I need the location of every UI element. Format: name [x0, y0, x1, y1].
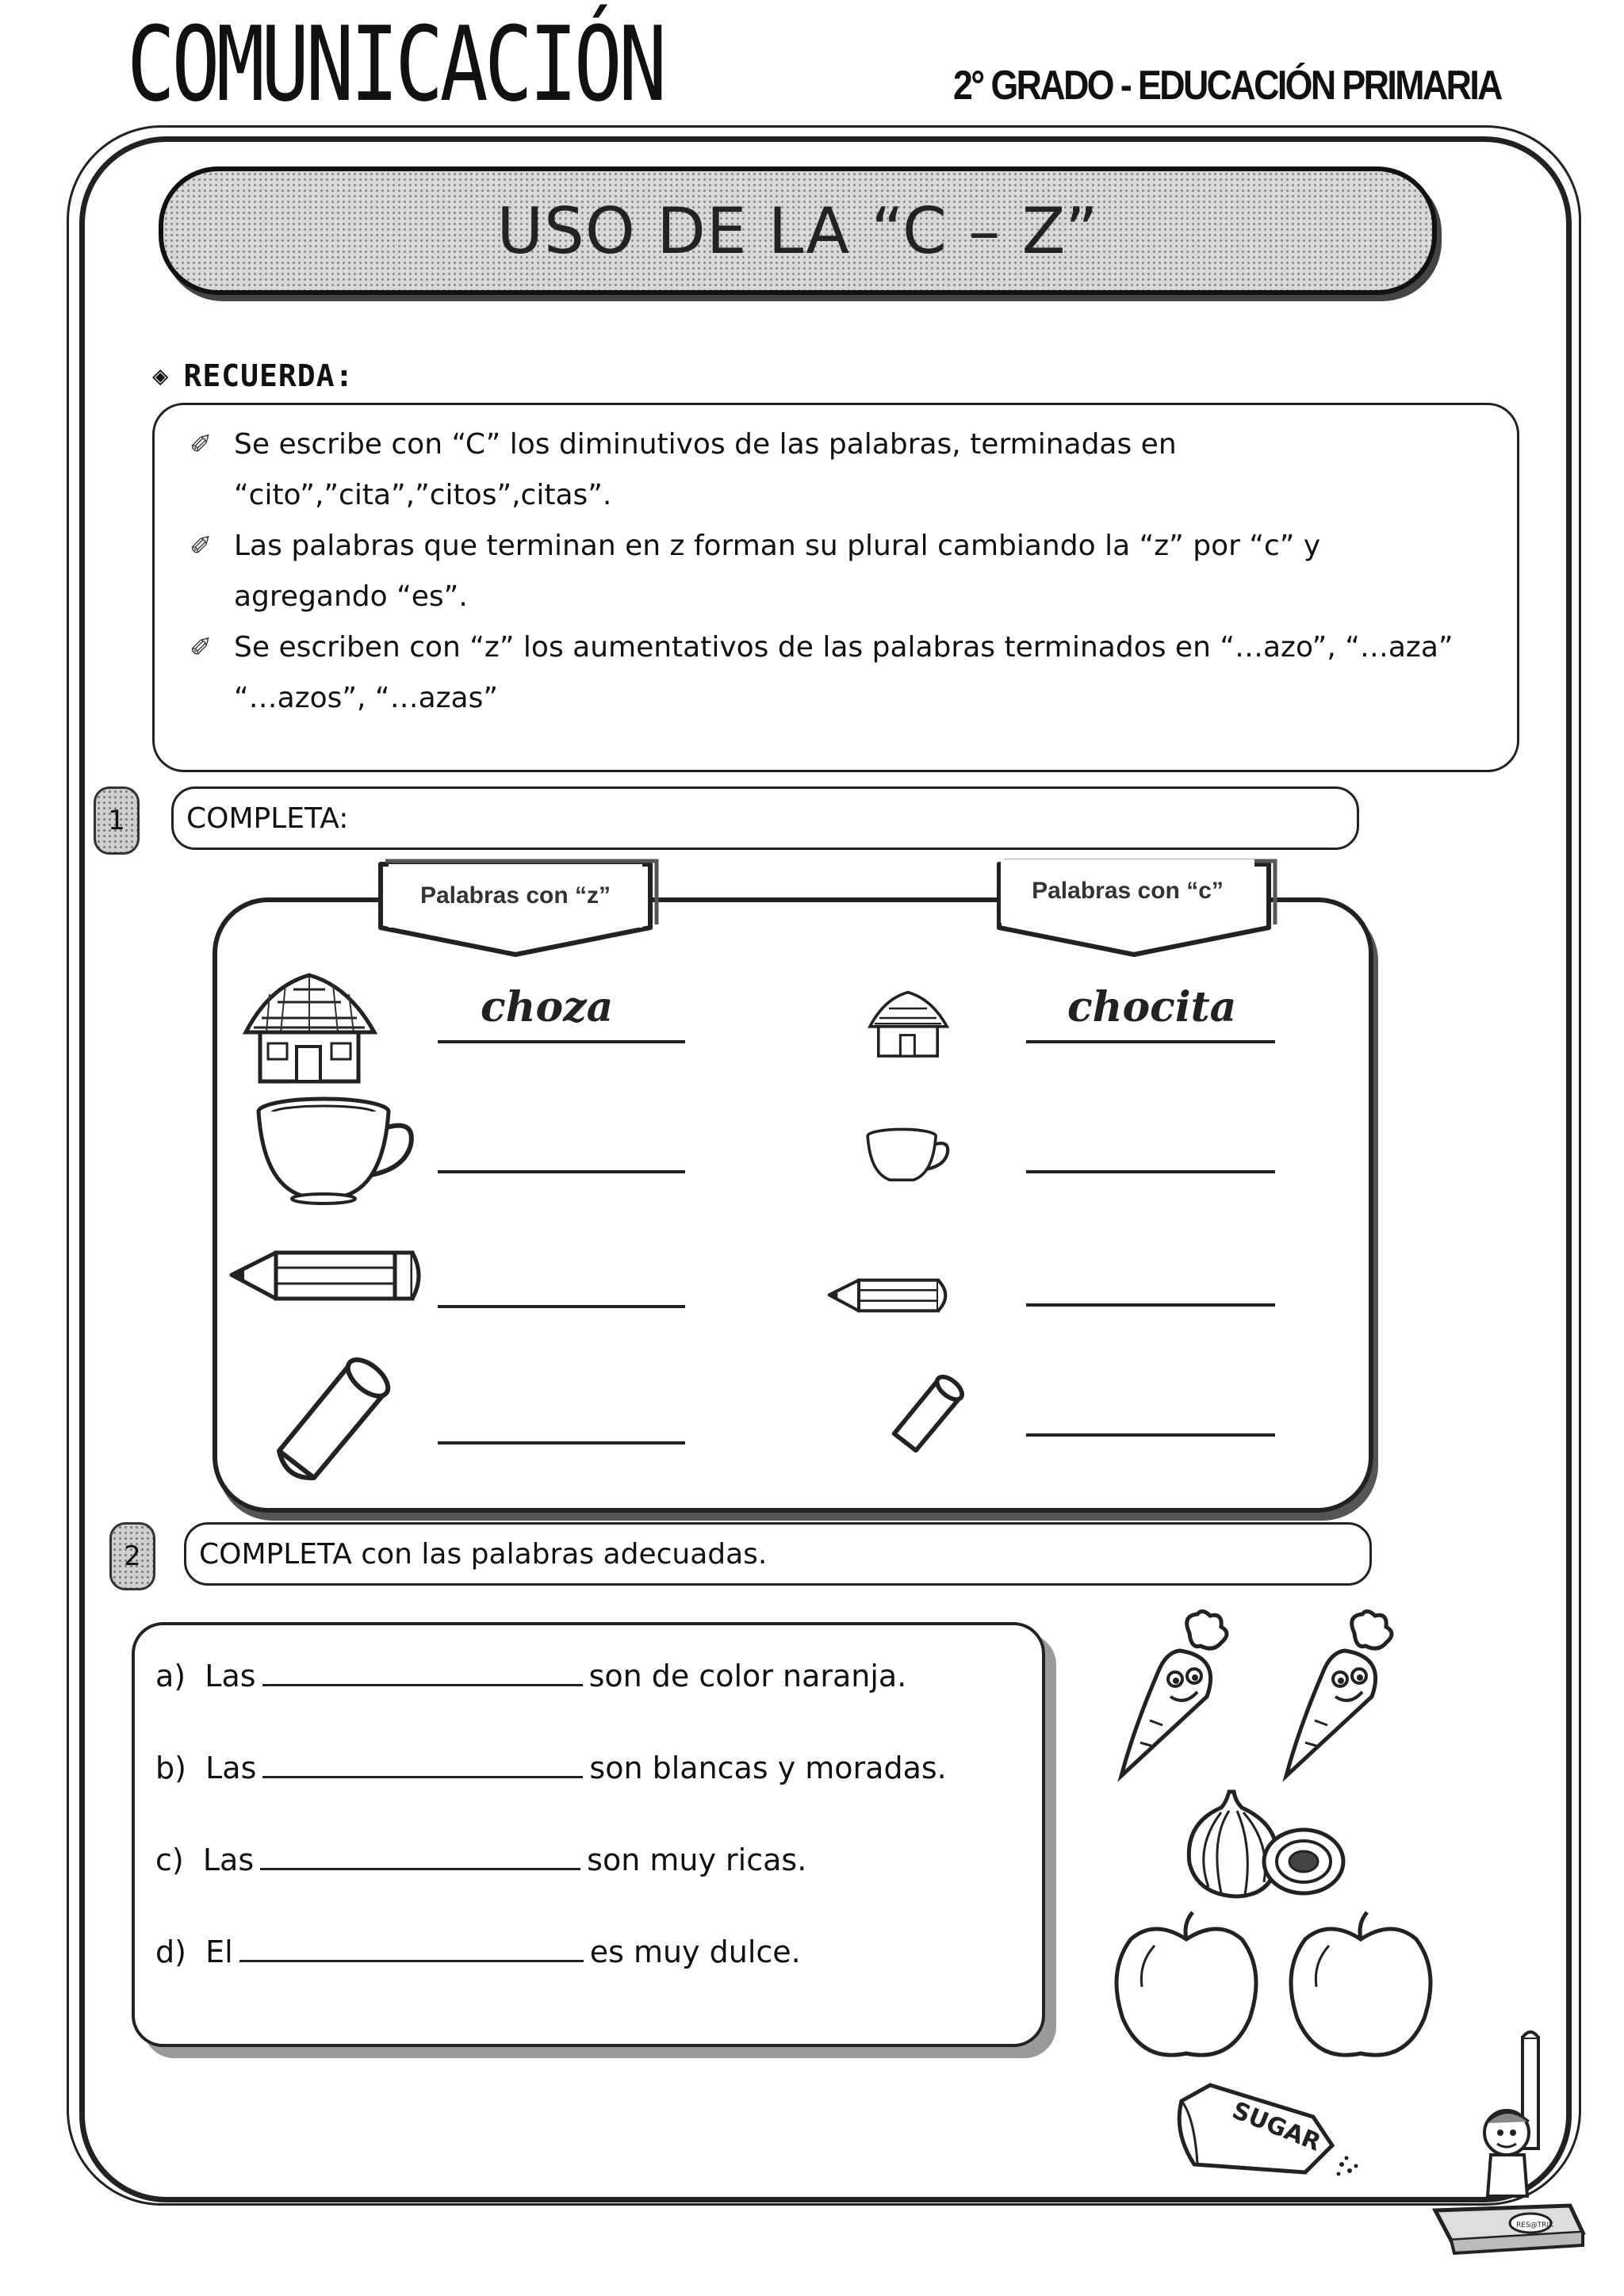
small-hut-icon [864, 989, 952, 1061]
subject-title: COMUNICACIÓN [127, 4, 664, 124]
answer-line[interactable] [438, 1170, 685, 1173]
mascot-badge: RES@TRIX [1516, 2221, 1554, 2229]
tag-palabras-z: Palabras con “z” [389, 864, 642, 928]
blank-input[interactable] [262, 1752, 583, 1778]
answer-line[interactable] [438, 1305, 685, 1308]
rule-item: ✐ Las palabras que terminan en z forman su plural cambiando la “z” por “c” y [190, 521, 1454, 572]
exercise-2-instruction: COMPLETA con las palabras adecuadas. [184, 1522, 1372, 1586]
rule-item-continued: agregando “es”. [234, 580, 468, 613]
sentence-d: d) El es muy dulce. [155, 1934, 801, 1969]
word-chocita: chocita [1067, 983, 1237, 1031]
sentences-box [132, 1622, 1045, 2047]
answer-line[interactable] [1026, 1170, 1275, 1173]
exercise-number-1: 1 [94, 786, 140, 855]
onion-icon [1174, 1784, 1348, 1903]
carrot-icon [1102, 1609, 1261, 1784]
apple-icon [1107, 1908, 1266, 2066]
cup-icon [252, 1096, 419, 1207]
pencil-icon: ✐ [190, 429, 213, 461]
answer-line[interactable] [438, 1441, 685, 1445]
small-cup-icon [864, 1127, 952, 1186]
blank-input[interactable] [260, 1844, 580, 1870]
chalk-icon [270, 1346, 396, 1481]
exercise-1-instruction: COMPLETA: [171, 786, 1359, 850]
sugar-bag-icon [1162, 2069, 1369, 2188]
title-banner [159, 166, 1437, 295]
sugar-label: SUGAR [1228, 2096, 1325, 2157]
hut-icon [238, 970, 381, 1089]
answer-line[interactable] [438, 1040, 685, 1043]
sentence-c: c) Las son muy ricas. [155, 1843, 807, 1877]
small-pencil-icon [825, 1272, 959, 1319]
carrot-icon [1267, 1609, 1426, 1784]
exercise-number-2: 2 [109, 1522, 155, 1590]
blank-input[interactable] [262, 1660, 583, 1686]
grade-label: 2° GRADO - EDUCACIÓN PRIMARIA [953, 63, 1501, 109]
word-choza: choza [481, 983, 614, 1031]
rule-item-continued: “…azos”, “…azas” [234, 682, 498, 714]
pencil-mascot-icon [1419, 2030, 1594, 2267]
recuerda-heading [152, 358, 354, 393]
recuerda-label: RECUERDA: [183, 358, 354, 393]
pencil-icon: ✐ [190, 530, 213, 562]
sentence-a: a) Las son de color naranja. [155, 1659, 907, 1693]
rules-box [152, 403, 1519, 772]
rule-item: ✐ Se escriben con “z” los aumentativos de las palabras terminados en “…azo”, “…aza” [190, 622, 1454, 673]
answer-line[interactable] [1026, 1433, 1275, 1437]
rule-item-continued: “cito”,”cita”,”citos”,citas”. [234, 479, 612, 511]
sentence-b: b) Las son blancas y moradas. [155, 1751, 947, 1785]
blank-input[interactable] [239, 1936, 584, 1962]
answer-line[interactable] [1026, 1303, 1275, 1307]
diamond-icon: ◈ [152, 360, 170, 392]
small-chalk-icon [888, 1368, 967, 1452]
pencil-drawing-icon [227, 1240, 425, 1311]
tag-palabras-c: Palabras con “c” [1001, 859, 1254, 923]
page-title: USO DE LA “C – Z” [496, 193, 1099, 268]
apple-icon [1281, 1908, 1440, 2066]
answer-line[interactable] [1026, 1040, 1275, 1043]
rule-item: ✐ Se escribe con “C” los diminutivos de las palabras, terminadas en [190, 419, 1454, 470]
pencil-icon: ✐ [190, 632, 213, 664]
